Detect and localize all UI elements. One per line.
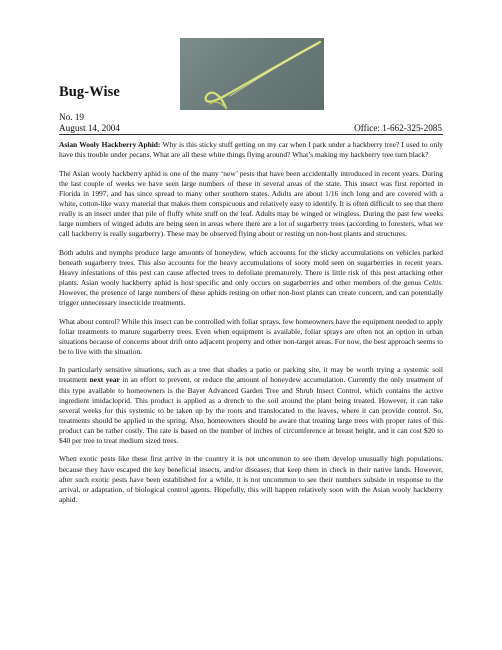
newsletter-title: Bug-Wise: [59, 84, 120, 100]
issue-date: August 14, 2004: [59, 123, 120, 133]
issue-number: No. 19: [59, 112, 85, 122]
damage-paragraph: [59, 248, 443, 309]
intro-paragraph: [59, 140, 443, 160]
genus-name: Celtis: [423, 277, 442, 287]
header-divider: [59, 134, 443, 135]
damage-text-b: . However, the presence of large numbers of these aphids resting on other non-host plants can create concern, and can potentially trigger unnecessary insecticide treatments.: [59, 277, 443, 308]
outlook-paragraph: When exotic pests like these first arrive in the country it is not uncommon to see them develop unusually high populations, because they have escaped the key beneficial insects, and/or diseases, that keep them in check in their native lands. However, after such exotic pests have been established for a while, it is not uncommon to see their numbers subside in response to the arrival, or adaptation, of biological control agents. Hopefully, this will happen relatively soon with the Asian wooly hackberry aphid.: [59, 454, 443, 504]
intro-heading: Asian Wooly Hackberry Aphid:: [59, 140, 161, 149]
next-year-emphasis: next year: [89, 375, 120, 385]
article-body: [59, 140, 443, 513]
damage-text-a: Both adults and nymphs produce large amounts of honeydew, which accounts for the sticky accumulations on vehicles parked beneath sugarberry trees. This also accounts for the heavy accumulations of sooty mold seen on sugarberries in recent years. Heavy infestations of this pest can cause affected trees to defoliate prematurely. There is little risk of this pest attacking other plants. Asian wooly hackberry aphid is host specific and only occurs on sugarberries and other members of the genus: [59, 247, 443, 287]
description-paragraph: The Asian wooly hackberry aphid is one of the many ‘new’ pests that have been accidentally introduced in recent years. During the last couple of weeks we have seen large numbers of these in several areas of the state. This insect was first reported in Florida in 1997, and has since spread to many other southern states. Adults are about 1/16 inch long and are covered with a white, cotton-like waxy material that makes them conspicuous and relatively easy to identify. It is often difficult to see that there really is an insect under that pile of fluffy white stuff on the leaf. Adults may be winged or wingless. During the past few weeks large numbers of winged adults are being seen in areas where there are a lot of sugarberry trees (according to foresters, what we call hackberry is really sugarberry). These may be observed flying about or resting on non-host plants and structures.: [59, 168, 443, 239]
intro-question: Why is this sticky stuff getting on my car when I park under a hackberry tree? I used to only have this trouble under pecans. What are all these white things flying around? What’s making my hackberry tree turn black?: [59, 140, 443, 160]
grass-blade-icon: [180, 38, 324, 110]
treatment-text-b: in an effort to prevent, or reduce the amount of honeydew accumulation. Currently the only treatment of this type available to homeowners is the Bayer Advanced Garden Tree and Shrub Insect Control, which contains the active ingredient imidacloprid. This product is applied as a drench to the soil around the plant being treated. However, it can take several weeks for this systemic to be taken up by the roots and translocated to the leaves, where it can provide control. So, treatments should be applied in the spring. Also, homeowners should be aware that treating large trees with proper rates of this product can be rather costly. The rate is based on the number of inches of circumference at breast height, and it can cost $20 to $40 per tree to treat medium sized trees.: [59, 375, 444, 445]
office-phone: Office: 1-662-325-2085: [354, 123, 442, 133]
control-paragraph: What about control? While this insect can be controlled with foliar sprays, few homeowners have the equipment needed to apply foliar treatments to mature sugarberry trees. Even when equipment is available, foliar sprays are often not an option in urban situations because of concerns about drift onto adjacent property and other non-target areas. For now, the best approach seems to be to live with the situation.: [59, 316, 443, 356]
treatment-text-a: In particularly sensitive situations, such as a tree that shades a patio or parking site, it may be worth trying a systemic soil treatment: [59, 365, 443, 385]
grass-blade-image: [180, 38, 324, 110]
treatment-paragraph: [59, 365, 443, 446]
